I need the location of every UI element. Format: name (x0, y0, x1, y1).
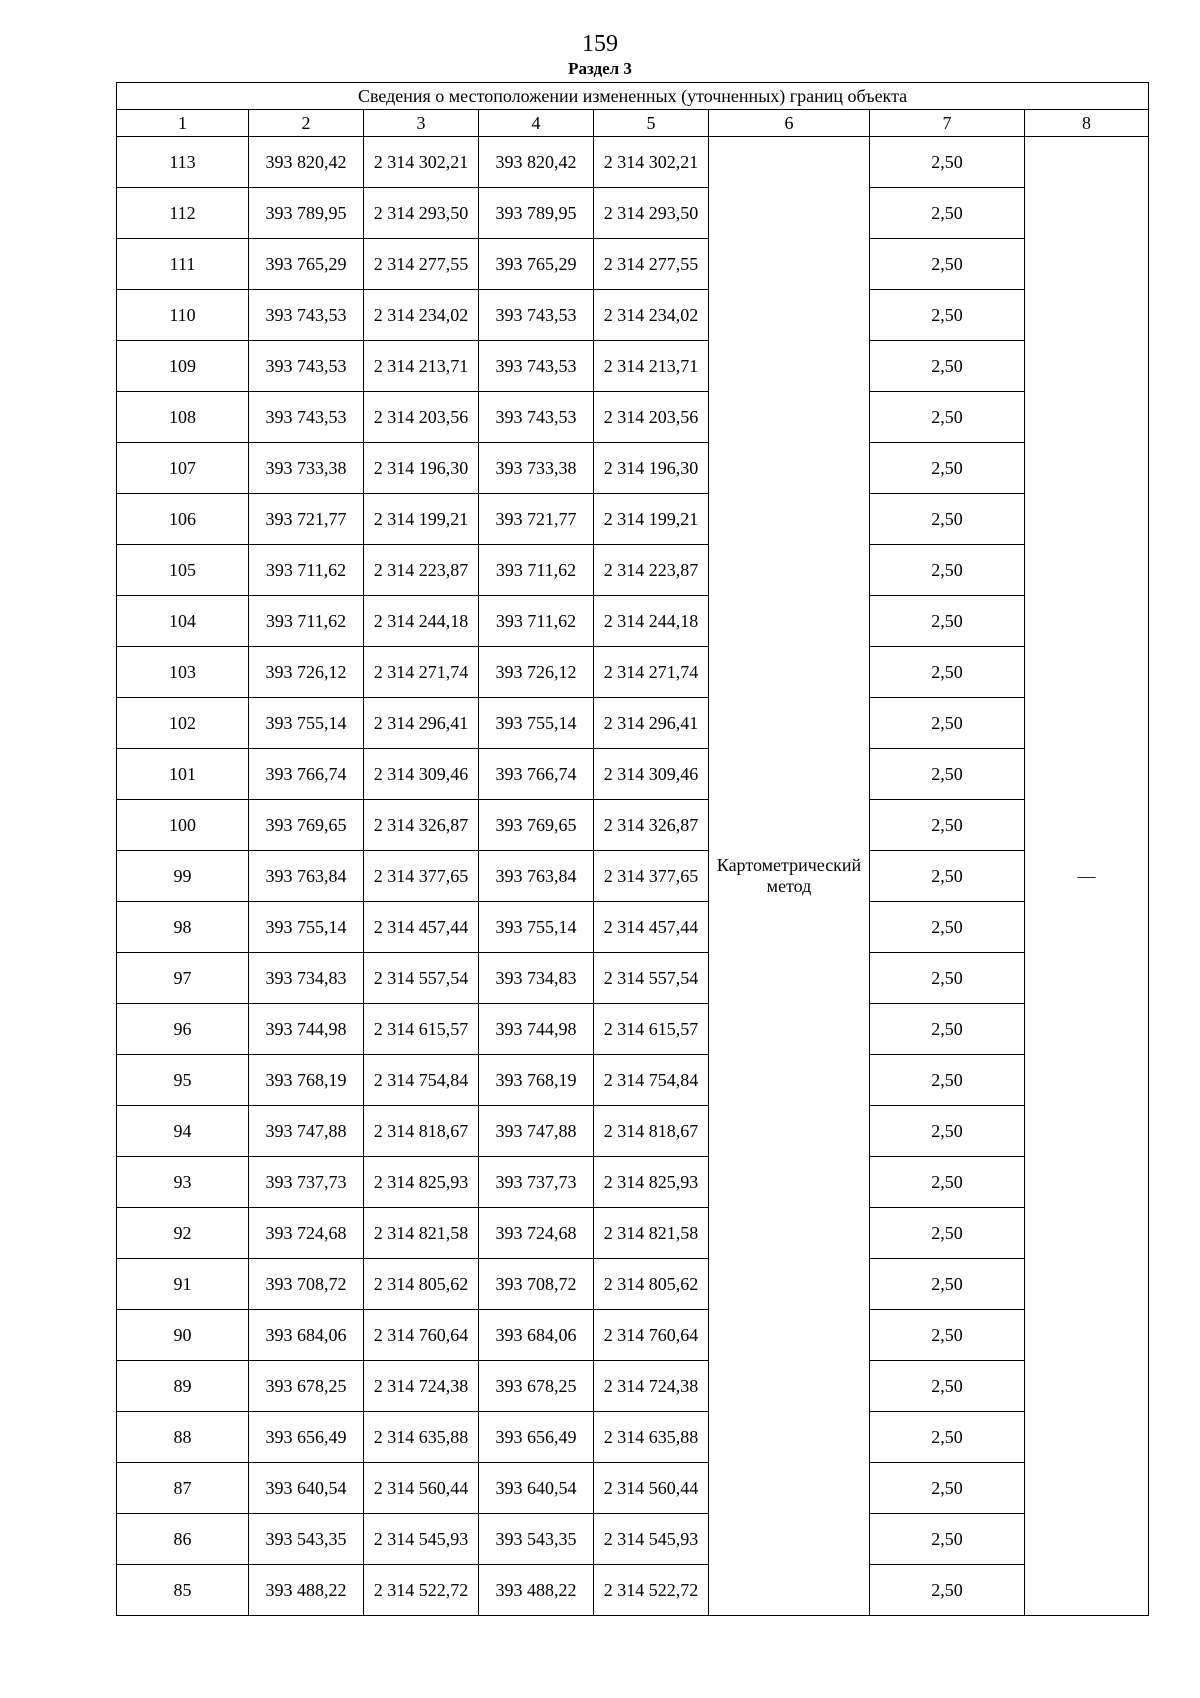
point-number-cell: 113 (117, 137, 249, 188)
accuracy-cell: 2,50 (870, 392, 1025, 443)
coordinates-table (116, 82, 1149, 1616)
y-new-cell: 2 314 271,74 (594, 647, 709, 698)
x-old-cell: 393 743,53 (249, 290, 364, 341)
point-number-cell: 108 (117, 392, 249, 443)
point-number-cell: 91 (117, 1259, 249, 1310)
y-old-cell: 2 314 818,67 (364, 1106, 479, 1157)
point-number-cell: 103 (117, 647, 249, 698)
point-number-cell: 102 (117, 698, 249, 749)
x-old-cell: 393 656,49 (249, 1412, 364, 1463)
table-row (117, 341, 1149, 392)
x-new-cell: 393 678,25 (479, 1361, 594, 1412)
y-old-cell: 2 314 557,54 (364, 953, 479, 1004)
y-new-cell: 2 314 244,18 (594, 596, 709, 647)
y-old-cell: 2 314 309,46 (364, 749, 479, 800)
point-number-cell: 112 (117, 188, 249, 239)
accuracy-cell: 2,50 (870, 1361, 1025, 1412)
point-number-cell: 87 (117, 1463, 249, 1514)
column-number-3: 3 (364, 110, 479, 137)
accuracy-cell: 2,50 (870, 1463, 1025, 1514)
accuracy-cell: 2,50 (870, 1565, 1025, 1616)
point-number-cell: 90 (117, 1310, 249, 1361)
x-new-cell: 393 733,38 (479, 443, 594, 494)
x-old-cell: 393 747,88 (249, 1106, 364, 1157)
y-new-cell: 2 314 545,93 (594, 1514, 709, 1565)
point-number-cell: 93 (117, 1157, 249, 1208)
table-row (117, 1106, 1149, 1157)
accuracy-cell: 2,50 (870, 1310, 1025, 1361)
x-old-cell: 393 768,19 (249, 1055, 364, 1106)
method-cell: Картометрический метод (709, 137, 870, 1616)
y-old-cell: 2 314 615,57 (364, 1004, 479, 1055)
y-new-cell: 2 314 223,87 (594, 545, 709, 596)
accuracy-cell: 2,50 (870, 239, 1025, 290)
table-row (117, 188, 1149, 239)
y-new-cell: 2 314 818,67 (594, 1106, 709, 1157)
x-old-cell: 393 744,98 (249, 1004, 364, 1055)
x-new-cell: 393 724,68 (479, 1208, 594, 1259)
y-old-cell: 2 314 377,65 (364, 851, 479, 902)
y-new-cell: 2 314 560,44 (594, 1463, 709, 1514)
y-new-cell: 2 314 213,71 (594, 341, 709, 392)
y-old-cell: 2 314 821,58 (364, 1208, 479, 1259)
y-old-cell: 2 314 271,74 (364, 647, 479, 698)
table-row (117, 800, 1149, 851)
table-row (117, 1463, 1149, 1514)
y-old-cell: 2 314 724,38 (364, 1361, 479, 1412)
y-old-cell: 2 314 825,93 (364, 1157, 479, 1208)
accuracy-cell: 2,50 (870, 1004, 1025, 1055)
table-row (117, 494, 1149, 545)
accuracy-cell: 2,50 (870, 1514, 1025, 1565)
point-number-cell: 97 (117, 953, 249, 1004)
point-number-cell: 92 (117, 1208, 249, 1259)
x-new-cell: 393 543,35 (479, 1514, 594, 1565)
accuracy-cell: 2,50 (870, 1259, 1025, 1310)
y-old-cell: 2 314 457,44 (364, 902, 479, 953)
x-old-cell: 393 488,22 (249, 1565, 364, 1616)
y-old-cell: 2 314 754,84 (364, 1055, 479, 1106)
y-new-cell: 2 314 326,87 (594, 800, 709, 851)
accuracy-cell: 2,50 (870, 749, 1025, 800)
x-old-cell: 393 724,68 (249, 1208, 364, 1259)
point-number-cell: 101 (117, 749, 249, 800)
y-new-cell: 2 314 821,58 (594, 1208, 709, 1259)
point-number-cell: 107 (117, 443, 249, 494)
point-number-cell: 94 (117, 1106, 249, 1157)
x-old-cell: 393 766,74 (249, 749, 364, 800)
x-old-cell: 393 737,73 (249, 1157, 364, 1208)
y-old-cell: 2 314 296,41 (364, 698, 479, 749)
x-new-cell: 393 711,62 (479, 596, 594, 647)
column-number-6: 6 (709, 110, 870, 137)
y-new-cell: 2 314 635,88 (594, 1412, 709, 1463)
y-new-cell: 2 314 302,21 (594, 137, 709, 188)
table-row (117, 1055, 1149, 1106)
accuracy-cell: 2,50 (870, 137, 1025, 188)
accuracy-cell: 2,50 (870, 341, 1025, 392)
point-number-cell: 100 (117, 800, 249, 851)
x-new-cell: 393 721,77 (479, 494, 594, 545)
x-old-cell: 393 721,77 (249, 494, 364, 545)
x-old-cell: 393 743,53 (249, 392, 364, 443)
point-number-cell: 110 (117, 290, 249, 341)
table-row (117, 239, 1149, 290)
accuracy-cell: 2,50 (870, 1055, 1025, 1106)
x-old-cell: 393 684,06 (249, 1310, 364, 1361)
table-row (117, 443, 1149, 494)
y-new-cell: 2 314 293,50 (594, 188, 709, 239)
x-old-cell: 393 678,25 (249, 1361, 364, 1412)
accuracy-cell: 2,50 (870, 953, 1025, 1004)
y-old-cell: 2 314 635,88 (364, 1412, 479, 1463)
table-row (117, 1514, 1149, 1565)
point-number-cell: 111 (117, 239, 249, 290)
y-old-cell: 2 314 545,93 (364, 1514, 479, 1565)
x-old-cell: 393 543,35 (249, 1514, 364, 1565)
y-new-cell: 2 314 615,57 (594, 1004, 709, 1055)
y-new-cell: 2 314 754,84 (594, 1055, 709, 1106)
accuracy-cell: 2,50 (870, 290, 1025, 341)
x-old-cell: 393 734,83 (249, 953, 364, 1004)
column-number-4: 4 (479, 110, 594, 137)
y-new-cell: 2 314 805,62 (594, 1259, 709, 1310)
page-number: 159 (582, 31, 618, 57)
y-old-cell: 2 314 302,21 (364, 137, 479, 188)
y-new-cell: 2 314 557,54 (594, 953, 709, 1004)
point-number-cell: 106 (117, 494, 249, 545)
x-new-cell: 393 765,29 (479, 239, 594, 290)
x-new-cell: 393 684,06 (479, 1310, 594, 1361)
table-row (117, 698, 1149, 749)
table-row (117, 1208, 1149, 1259)
accuracy-cell: 2,50 (870, 647, 1025, 698)
table-row (117, 290, 1149, 341)
accuracy-cell: 2,50 (870, 851, 1025, 902)
point-number-cell: 105 (117, 545, 249, 596)
y-new-cell: 2 314 825,93 (594, 1157, 709, 1208)
column-number-5: 5 (594, 110, 709, 137)
x-new-cell: 393 744,98 (479, 1004, 594, 1055)
y-new-cell: 2 314 457,44 (594, 902, 709, 953)
accuracy-cell: 2,50 (870, 1208, 1025, 1259)
point-number-cell: 95 (117, 1055, 249, 1106)
accuracy-cell: 2,50 (870, 1412, 1025, 1463)
accuracy-cell: 2,50 (870, 902, 1025, 953)
x-old-cell: 393 711,62 (249, 596, 364, 647)
x-new-cell: 393 656,49 (479, 1412, 594, 1463)
table-row (117, 851, 1149, 902)
y-new-cell: 2 314 724,38 (594, 1361, 709, 1412)
x-old-cell: 393 755,14 (249, 698, 364, 749)
y-new-cell: 2 314 277,55 (594, 239, 709, 290)
point-number-cell: 89 (117, 1361, 249, 1412)
point-number-cell: 99 (117, 851, 249, 902)
x-new-cell: 393 747,88 (479, 1106, 594, 1157)
x-new-cell: 393 708,72 (479, 1259, 594, 1310)
table-row (117, 1412, 1149, 1463)
x-new-cell: 393 711,62 (479, 545, 594, 596)
column-number-7: 7 (870, 110, 1025, 137)
table-row (117, 1259, 1149, 1310)
column-8-cell: — (1025, 137, 1149, 1616)
point-number-cell: 88 (117, 1412, 249, 1463)
accuracy-cell: 2,50 (870, 698, 1025, 749)
accuracy-cell: 2,50 (870, 1106, 1025, 1157)
table-row (117, 392, 1149, 443)
column-number-8: 8 (1025, 110, 1149, 137)
x-old-cell: 393 708,72 (249, 1259, 364, 1310)
x-new-cell: 393 755,14 (479, 698, 594, 749)
accuracy-cell: 2,50 (870, 1157, 1025, 1208)
table-row (117, 1565, 1149, 1616)
y-new-cell: 2 314 234,02 (594, 290, 709, 341)
x-old-cell: 393 789,95 (249, 188, 364, 239)
x-new-cell: 393 743,53 (479, 392, 594, 443)
y-old-cell: 2 314 522,72 (364, 1565, 479, 1616)
y-old-cell: 2 314 560,44 (364, 1463, 479, 1514)
table-row (117, 1361, 1149, 1412)
x-new-cell: 393 820,42 (479, 137, 594, 188)
x-new-cell: 393 743,53 (479, 290, 594, 341)
y-old-cell: 2 314 234,02 (364, 290, 479, 341)
table-row (117, 902, 1149, 953)
x-new-cell: 393 726,12 (479, 647, 594, 698)
x-old-cell: 393 820,42 (249, 137, 364, 188)
section-title: Раздел 3 (568, 59, 632, 78)
x-new-cell: 393 768,19 (479, 1055, 594, 1106)
x-new-cell: 393 743,53 (479, 341, 594, 392)
y-new-cell: 2 314 196,30 (594, 443, 709, 494)
table-row (117, 647, 1149, 698)
y-old-cell: 2 314 213,71 (364, 341, 479, 392)
x-new-cell: 393 734,83 (479, 953, 594, 1004)
y-old-cell: 2 314 203,56 (364, 392, 479, 443)
y-new-cell: 2 314 760,64 (594, 1310, 709, 1361)
accuracy-cell: 2,50 (870, 494, 1025, 545)
x-new-cell: 393 488,22 (479, 1565, 594, 1616)
x-new-cell: 393 763,84 (479, 851, 594, 902)
point-number-cell: 86 (117, 1514, 249, 1565)
accuracy-cell: 2,50 (870, 545, 1025, 596)
x-new-cell: 393 766,74 (479, 749, 594, 800)
table-row (117, 545, 1149, 596)
point-number-cell: 85 (117, 1565, 249, 1616)
column-number-1: 1 (117, 110, 249, 137)
x-old-cell: 393 733,38 (249, 443, 364, 494)
table-row (117, 1310, 1149, 1361)
table-row (117, 749, 1149, 800)
point-number-cell: 109 (117, 341, 249, 392)
y-old-cell: 2 314 277,55 (364, 239, 479, 290)
column-numbers-row (117, 110, 1149, 137)
y-old-cell: 2 314 805,62 (364, 1259, 479, 1310)
y-old-cell: 2 314 293,50 (364, 188, 479, 239)
column-number-2: 2 (249, 110, 364, 137)
table-row (117, 1004, 1149, 1055)
table-row (117, 953, 1149, 1004)
y-old-cell: 2 314 199,21 (364, 494, 479, 545)
x-new-cell: 393 769,65 (479, 800, 594, 851)
y-new-cell: 2 314 377,65 (594, 851, 709, 902)
x-old-cell: 393 726,12 (249, 647, 364, 698)
y-old-cell: 2 314 760,64 (364, 1310, 479, 1361)
y-old-cell: 2 314 326,87 (364, 800, 479, 851)
y-new-cell: 2 314 199,21 (594, 494, 709, 545)
y-old-cell: 2 314 223,87 (364, 545, 479, 596)
x-old-cell: 393 640,54 (249, 1463, 364, 1514)
y-old-cell: 2 314 244,18 (364, 596, 479, 647)
table-row (117, 1157, 1149, 1208)
x-new-cell: 393 640,54 (479, 1463, 594, 1514)
point-number-cell: 104 (117, 596, 249, 647)
x-old-cell: 393 755,14 (249, 902, 364, 953)
table-caption: Сведения о местоположении измененных (уточненных) границ объекта (117, 83, 1149, 110)
y-old-cell: 2 314 196,30 (364, 443, 479, 494)
table-caption-row (117, 83, 1149, 110)
y-new-cell: 2 314 296,41 (594, 698, 709, 749)
accuracy-cell: 2,50 (870, 443, 1025, 494)
point-number-cell: 96 (117, 1004, 249, 1055)
x-new-cell: 393 737,73 (479, 1157, 594, 1208)
x-old-cell: 393 769,65 (249, 800, 364, 851)
table-row (117, 596, 1149, 647)
table-body (117, 137, 1149, 1616)
x-old-cell: 393 763,84 (249, 851, 364, 902)
x-old-cell: 393 743,53 (249, 341, 364, 392)
x-old-cell: 393 711,62 (249, 545, 364, 596)
table-row (117, 137, 1149, 188)
x-old-cell: 393 765,29 (249, 239, 364, 290)
y-new-cell: 2 314 522,72 (594, 1565, 709, 1616)
accuracy-cell: 2,50 (870, 800, 1025, 851)
x-new-cell: 393 789,95 (479, 188, 594, 239)
accuracy-cell: 2,50 (870, 188, 1025, 239)
x-new-cell: 393 755,14 (479, 902, 594, 953)
y-new-cell: 2 314 309,46 (594, 749, 709, 800)
accuracy-cell: 2,50 (870, 596, 1025, 647)
point-number-cell: 98 (117, 902, 249, 953)
y-new-cell: 2 314 203,56 (594, 392, 709, 443)
